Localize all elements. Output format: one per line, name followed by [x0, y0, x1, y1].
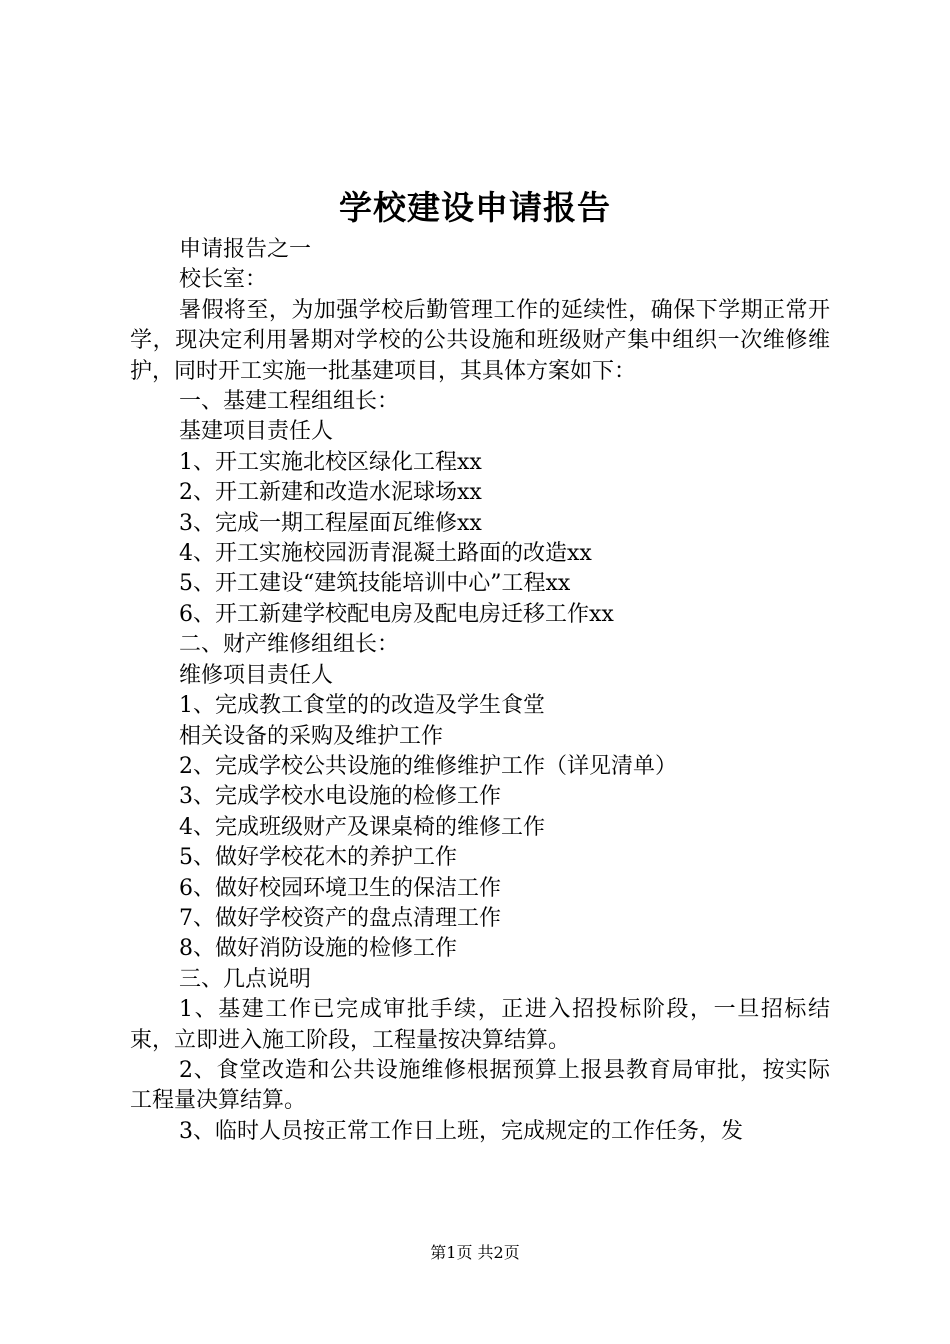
maintenance-responsible-label: 维修项目责任人: [179, 662, 334, 688]
list-item: 6、开工新建学校配电房及配电房迁移工作xx: [179, 601, 614, 627]
list-item: 5、开工建设“建筑技能培训中心”工程xx: [179, 571, 571, 597]
document-body: [130, 235, 830, 1147]
salutation: 校长室：: [179, 267, 268, 293]
document-title: 学校建设申请报告: [339, 188, 611, 227]
intro-paragraph: 暑假将至，为加强学校后勤管理工作的延续性，确保下学期正常开学，现决定利用暑期对学校的公共设施和班级财产集中组织一次维修维护，同时开工实施一批基建项目，其具体方案如下：: [130, 297, 830, 384]
list-item-continuation: 相关设备的采购及维护工作: [179, 723, 444, 749]
list-item: 4、开工实施校园沥青混凝土路面的改造xx: [179, 541, 592, 567]
section-heading-notes: 三、几点说明: [179, 966, 312, 992]
note-paragraph: 1、基建工作已完成审批手续，正进入招投标阶段，一旦招标结束，立即进入施工阶段，工程量按决算结算。: [130, 997, 830, 1053]
construction-responsible-label: 基建项目责任人: [179, 419, 334, 445]
page-number-footer: 第1页 共2页: [430, 1243, 520, 1262]
list-item: 3、完成学校水电设施的检修工作: [179, 784, 501, 810]
list-item: 3、完成一期工程屋面瓦维修xx: [179, 510, 482, 536]
list-item: 7、做好学校资产的盘点清理工作: [179, 905, 501, 931]
list-item: 8、做好消防设施的检修工作: [179, 936, 457, 962]
list-item: 2、开工新建和改造水泥球场xx: [179, 480, 482, 506]
list-item: 1、开工实施北校区绿化工程xx: [179, 449, 482, 475]
section-heading-construction: 一、基建工程组组长：: [179, 389, 400, 415]
list-item: 4、完成班级财产及课桌椅的维修工作: [179, 814, 545, 840]
list-item: 6、做好校园环境卫生的保洁工作: [179, 875, 501, 901]
report-subtitle: 申请报告之一: [179, 237, 312, 262]
list-item: 5、做好学校花木的养护工作: [179, 845, 457, 871]
list-item: 2、完成学校公共设施的维修维护工作（详见清单）: [179, 753, 677, 779]
note-paragraph: 3、临时人员按正常工作日上班，完成规定的工作任务，发: [179, 1118, 743, 1144]
section-heading-maintenance: 二、财产维修组组长：: [179, 632, 400, 658]
note-paragraph: 2、食堂改造和公共设施维修根据预算上报县教育局审批，按实际工程量决算结算。: [130, 1057, 830, 1114]
list-item: 1、完成教工食堂的的改造及学生食堂: [179, 693, 545, 719]
